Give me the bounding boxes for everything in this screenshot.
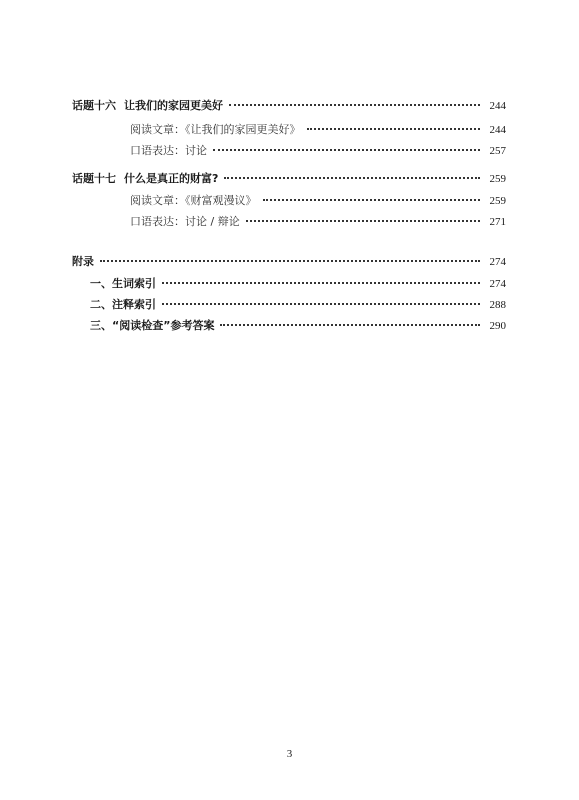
toc-entry-label: 二、注释索引 [90, 298, 156, 311]
dot-leader [224, 177, 480, 179]
toc-entry-page: 274 [489, 278, 506, 290]
toc-entry-label: 附录 [72, 255, 94, 268]
toc-entry-page: 274 [489, 256, 506, 268]
toc-entry-label: 口语表达：讨论 [130, 144, 207, 157]
toc-entry-page: 244 [489, 124, 506, 136]
page-number: 3 [286, 748, 293, 760]
toc-entry-page: 257 [489, 145, 506, 157]
toc-entry-label: 话题十六 让我们的家园更美好 [72, 99, 223, 112]
dot-leader [220, 324, 480, 326]
toc-entry-speaking-16[interactable] [130, 142, 506, 160]
dot-leader [307, 128, 481, 130]
toc-entry-page: 288 [489, 299, 506, 311]
toc-entry-page: 271 [489, 216, 506, 228]
toc-entry-answer-key[interactable] [90, 317, 506, 335]
dot-leader [100, 260, 480, 262]
toc-entry-notes-index[interactable] [90, 296, 506, 314]
toc-entry-label: 话题十七 什么是真正的财富? [72, 172, 219, 185]
toc-entry-page: 259 [489, 173, 506, 185]
toc-entry-page: 244 [489, 100, 506, 112]
toc-entry-page: 290 [489, 320, 506, 332]
toc-entry-appendix[interactable] [72, 253, 506, 271]
toc-entry-vocab-index[interactable] [90, 275, 506, 293]
dot-leader [213, 149, 480, 151]
dot-leader [263, 199, 481, 201]
dot-leader [162, 282, 480, 284]
toc-entry-label: 阅读文章：《让我们的家园更美好》 [130, 123, 301, 136]
toc-entry-reading-17[interactable] [130, 192, 506, 210]
toc-entry-reading-16[interactable] [130, 121, 506, 139]
toc-entry-speaking-17[interactable] [130, 213, 506, 231]
toc-entry-label: 一、生词索引 [90, 277, 156, 290]
toc-entry-topic-17[interactable] [72, 170, 506, 188]
toc-entry-label: 阅读文章：《财富观漫议》 [130, 194, 257, 207]
dot-leader [162, 303, 480, 305]
dot-leader [229, 104, 480, 106]
toc-entry-label: 三、“阅读检查”参考答案 [90, 319, 215, 332]
toc-entry-page: 259 [489, 195, 506, 207]
toc-entry-label: 口语表达：讨论 / 辩论 [130, 215, 240, 228]
toc-entry-topic-16[interactable] [72, 97, 506, 115]
dot-leader [246, 220, 480, 222]
